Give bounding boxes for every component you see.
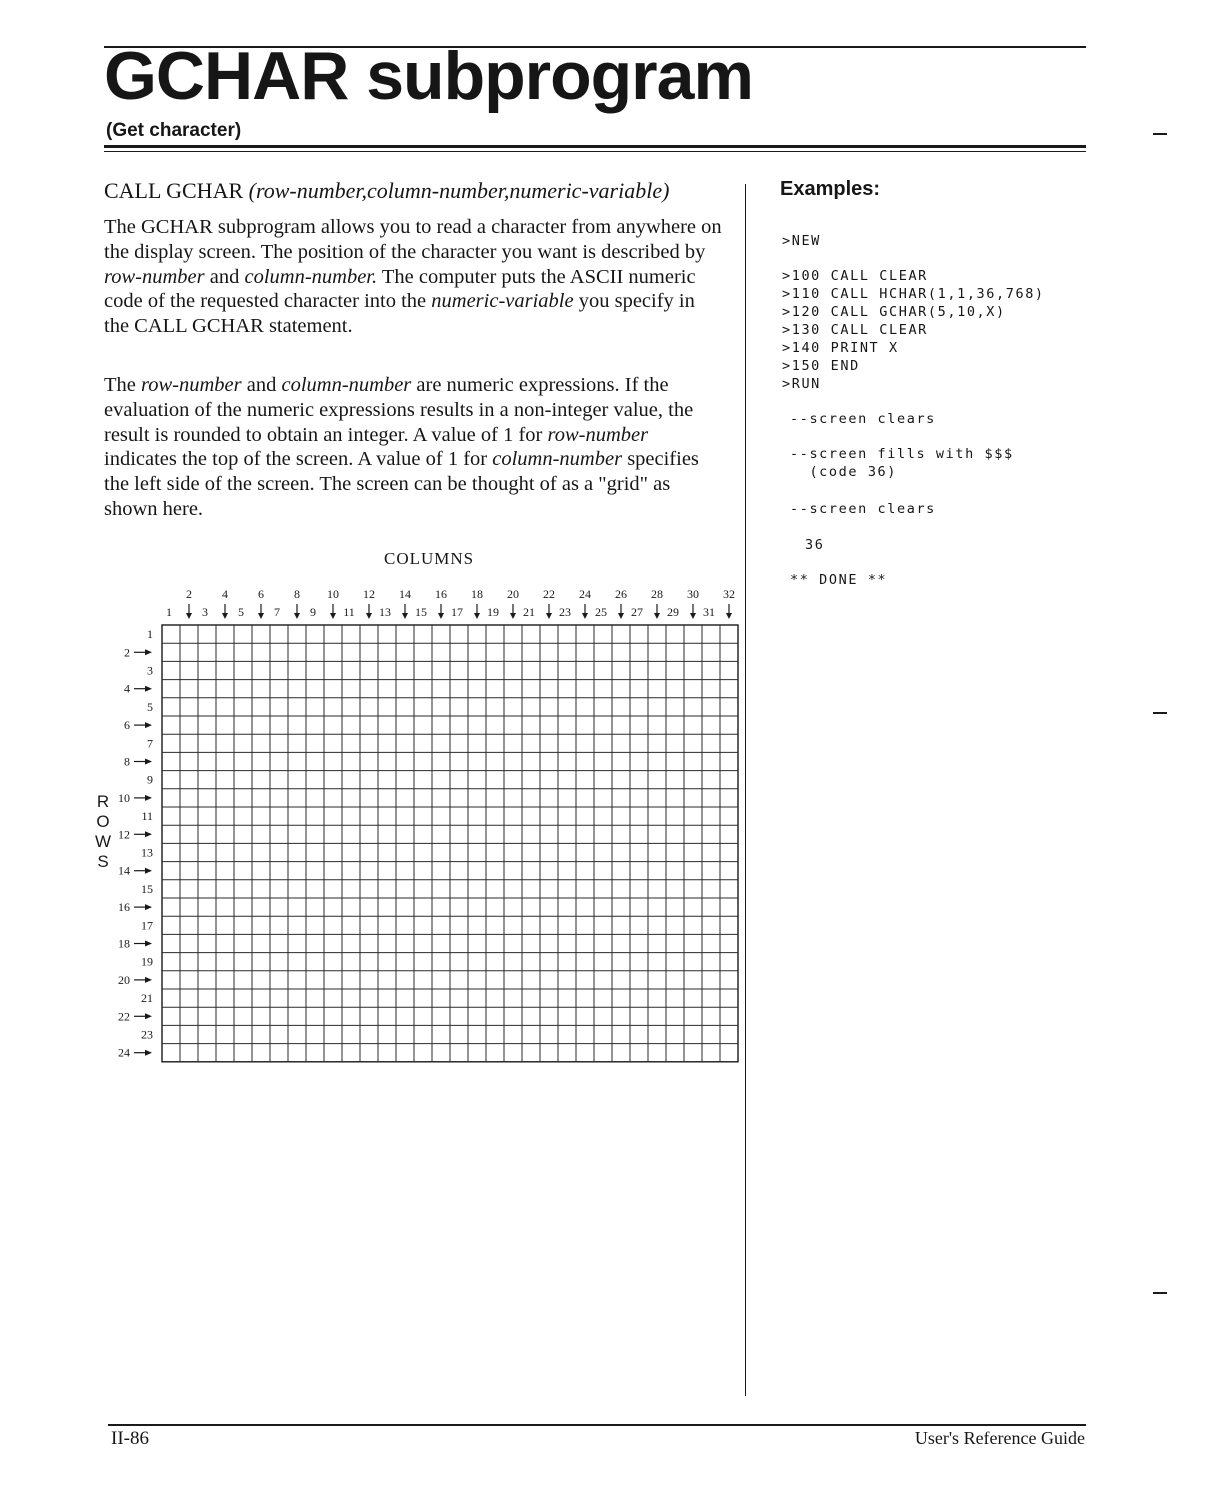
- column-label-odd: 23: [559, 605, 571, 619]
- row-label-even: 4: [124, 681, 130, 696]
- column-label-even: 10: [327, 587, 339, 601]
- column-label-even: 2: [186, 587, 192, 601]
- column-label-odd: 25: [595, 605, 607, 619]
- row-label-odd: 5: [147, 699, 153, 714]
- row-label-even: 16: [118, 900, 130, 915]
- footer-rule: [108, 1424, 1086, 1426]
- row-label-even: 24: [118, 1045, 130, 1060]
- column-label-odd: 21: [523, 605, 535, 619]
- row-arrowhead: [145, 759, 152, 765]
- column-label-odd: 13: [379, 605, 391, 619]
- column-arrowhead: [294, 613, 300, 619]
- column-label-odd: 1: [166, 605, 172, 619]
- column-label-odd: 17: [451, 605, 463, 619]
- column-arrowhead: [726, 613, 732, 619]
- column-label-even: 28: [651, 587, 663, 601]
- row-label-odd: 19: [141, 954, 153, 969]
- row-arrowhead: [145, 831, 152, 837]
- row-label-odd: 23: [141, 1027, 153, 1042]
- program-line: >110 CALL HCHAR(1,1,36,768): [782, 286, 1045, 302]
- row-arrowhead: [145, 686, 152, 692]
- column-label-even: 8: [294, 587, 300, 601]
- column-arrowhead: [186, 613, 192, 619]
- column-label-even: 14: [399, 587, 411, 601]
- column-arrowhead: [330, 613, 336, 619]
- row-label-odd: 11: [141, 809, 153, 824]
- row-arrowhead: [145, 649, 152, 655]
- column-arrowhead: [438, 613, 444, 619]
- rows-label-letter: S: [97, 852, 109, 871]
- row-arrowhead: [145, 977, 152, 983]
- row-label-odd: 13: [141, 845, 153, 860]
- row-label-even: 8: [124, 754, 130, 769]
- row-label-odd: 7: [147, 736, 153, 751]
- example-output-3: --screen clears: [790, 501, 936, 517]
- column-label-odd: 19: [487, 605, 499, 619]
- example-output-2: --screen fills with $$$ (code 36): [790, 446, 1014, 480]
- column-label-even: 32: [723, 587, 735, 601]
- row-arrowhead: [145, 722, 152, 728]
- column-label-odd: 11: [343, 605, 355, 619]
- page-number: II-86: [111, 1428, 149, 1449]
- column-arrowhead: [366, 613, 372, 619]
- example-output-5: ** DONE **: [790, 572, 888, 588]
- program-line: >100 CALL CLEAR: [782, 268, 928, 284]
- column-label-odd: 7: [274, 605, 280, 619]
- syntax-command: CALL GCHAR: [104, 178, 244, 203]
- row-arrowhead: [145, 1013, 152, 1019]
- column-label-odd: 9: [310, 605, 316, 619]
- row-arrowhead: [145, 795, 152, 801]
- row-label-even: 14: [118, 863, 130, 878]
- row-label-even: 2: [124, 645, 130, 660]
- description-paragraph-1: The GCHAR subprogram allows you to read a character from anywhere on the display screen. The position of the character you want is described by row-number and column-number. The computer puts the ASCII numeric code of the requested character into the numeric-variable you specify in the CALL GCHAR statement.: [104, 216, 722, 338]
- program-line: >150 END: [782, 358, 860, 374]
- column-label-even: 12: [363, 587, 375, 601]
- column-arrowhead: [546, 613, 552, 619]
- rows-label-letter: W: [94, 832, 112, 851]
- program-line: >140 PRINT X: [782, 340, 899, 356]
- examples-heading: Examples:: [780, 178, 881, 200]
- column-label-even: 20: [507, 587, 519, 601]
- column-label-odd: 31: [703, 605, 715, 619]
- margin-tick: [1153, 133, 1167, 135]
- row-label-odd: 17: [141, 918, 153, 933]
- row-label-even: 10: [118, 790, 130, 805]
- syntax-line: [104, 178, 669, 204]
- column-arrowhead: [690, 613, 696, 619]
- row-label-even: 22: [118, 1009, 130, 1024]
- column-label-even: 22: [543, 587, 555, 601]
- column-arrowhead: [582, 613, 588, 619]
- column-divider: [745, 184, 746, 1396]
- column-arrowhead: [222, 613, 228, 619]
- row-label-odd: 1: [147, 627, 153, 642]
- syntax-arguments: (row-number,column-number,numeric-variable): [248, 178, 670, 203]
- margin-tick: [1153, 712, 1167, 714]
- column-label-even: 18: [471, 587, 483, 601]
- column-label-even: 16: [435, 587, 447, 601]
- row-arrowhead: [145, 941, 152, 947]
- row-label-odd: 21: [141, 991, 153, 1006]
- column-label-even: 26: [615, 587, 627, 601]
- program-line: >130 CALL CLEAR: [782, 322, 928, 338]
- column-arrowhead: [474, 613, 480, 619]
- row-arrowhead: [145, 904, 152, 910]
- column-label-odd: 3: [202, 605, 208, 619]
- row-label-even: 6: [124, 718, 130, 733]
- column-label-even: 4: [222, 587, 228, 601]
- guide-name: User's Reference Guide: [914, 1428, 1085, 1448]
- grid-border: [162, 625, 738, 1062]
- program-line: >120 CALL GCHAR(5,10,X): [782, 304, 1006, 320]
- row-label-even: 18: [118, 936, 130, 951]
- header-rule-thick: [104, 145, 1086, 148]
- column-arrowhead: [510, 613, 516, 619]
- column-arrowhead: [402, 613, 408, 619]
- page-title: GCHAR subprogram: [104, 38, 753, 114]
- column-label-odd: 5: [238, 605, 244, 619]
- example-output-4: 36: [805, 537, 825, 553]
- row-label-even: 20: [118, 972, 130, 987]
- column-arrowhead: [258, 613, 264, 619]
- column-label-even: 6: [258, 587, 264, 601]
- header-rule-thin: [104, 151, 1086, 152]
- row-label-even: 12: [118, 827, 130, 842]
- column-label-even: 24: [579, 587, 591, 601]
- column-label-odd: 15: [415, 605, 427, 619]
- program-line: >RUN: [782, 376, 821, 392]
- page-subtitle: (Get character): [106, 120, 242, 141]
- column-arrowhead: [654, 613, 660, 619]
- row-arrowhead: [145, 868, 152, 874]
- row-label-odd: 3: [147, 663, 153, 678]
- margin-tick: [1153, 1292, 1167, 1294]
- rows-label-letter: R: [96, 792, 110, 811]
- column-arrowhead: [618, 613, 624, 619]
- column-label-odd: 27: [631, 605, 643, 619]
- example-output-1: --screen clears: [790, 411, 936, 427]
- column-label-odd: 29: [667, 605, 679, 619]
- row-label-odd: 9: [147, 772, 153, 787]
- example-new-command: >NEW: [782, 233, 821, 249]
- rows-label-letter: O: [96, 812, 110, 831]
- row-label-odd: 15: [141, 881, 153, 896]
- columns-label: COLUMNS: [384, 549, 475, 568]
- description-paragraph-2: The row-number and column-number are numeric expressions. If the evaluation of the numeric expressions results in a non-integer value, the result is rounded to obtain an integer. A value of 1 for row-number indicates the top of the screen. A value of 1 for column-number specifies the left side of the screen. The screen can be thought of as a "grid" as shown here.: [104, 374, 699, 520]
- row-arrowhead: [145, 1050, 152, 1056]
- column-label-even: 30: [687, 587, 699, 601]
